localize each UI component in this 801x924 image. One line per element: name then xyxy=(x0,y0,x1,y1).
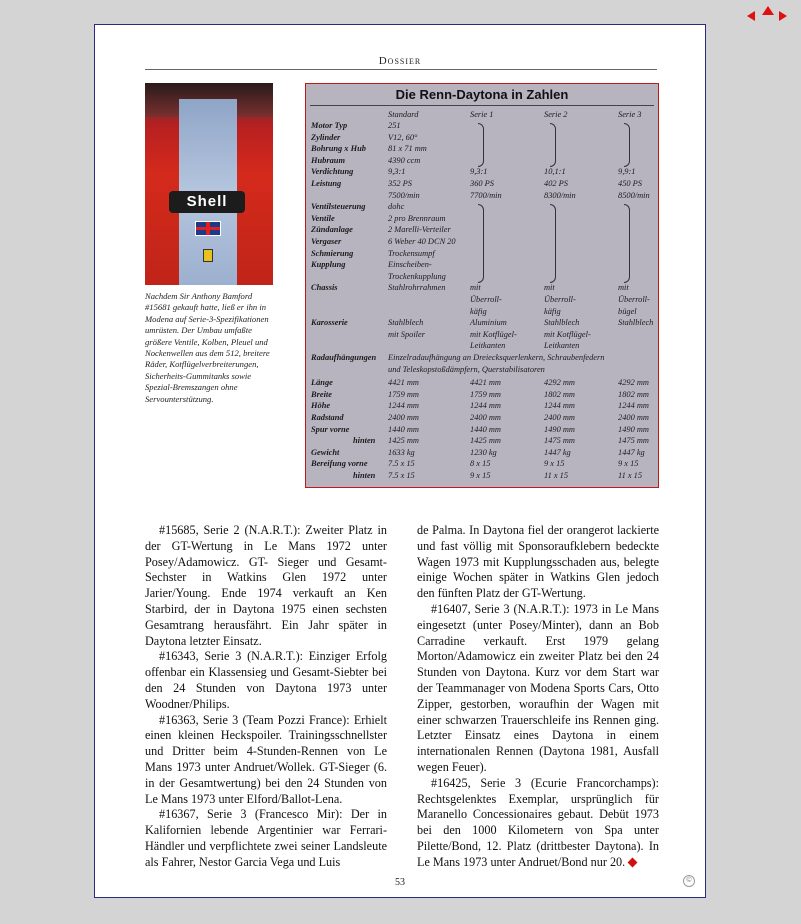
table-cell: 1633 kg xyxy=(388,447,415,457)
table-title: Die Renn-Daytona in Zahlen xyxy=(395,87,569,102)
table-cell: 7500/min xyxy=(388,190,420,200)
table-cell: 9 x 15 xyxy=(618,459,639,469)
body-paragraph: de Palma. In Daytona fiel der orangerot lackierte und fast völlig mit Sponsoraufklebern bedeckte Wagen 1973 mit Kupplungsschaden aus, belegte einige Wochen später in Watkins Glen jedoch den fünften Platz der GT-Wertung. xyxy=(417,523,659,601)
table-cell: Trockensumpf xyxy=(388,248,435,258)
table-cell: 402 PS xyxy=(544,179,568,188)
table-cell: 251 xyxy=(388,121,401,130)
table-row-label: Hubraum xyxy=(311,155,345,165)
table-cell: 1802 mm xyxy=(618,389,649,399)
table-cell: 8500/min xyxy=(618,190,650,200)
table-row-label: Bohrung x Hub xyxy=(311,144,366,154)
table-row-label: hinten xyxy=(353,471,376,480)
table-row-label: Radaufhängungen xyxy=(311,353,377,362)
table-cell: Stahlrohrrahmen xyxy=(388,283,446,293)
up-arrow-icon[interactable] xyxy=(762,6,774,15)
table-cell: 1447 kg xyxy=(618,447,645,457)
table-cell: und Teleskopstoßdämpfern, Querstabilisatoren xyxy=(388,364,545,374)
table-cell: 4390 ccm xyxy=(388,155,421,165)
table-cell: dohc xyxy=(388,202,405,212)
body-paragraph: #16407, Serie 3 (N.A.R.T.): 1973 in Le Mans eingesetzt (unter Posey/Minter), dann an Bob Carradine verkauft. Erst 1979 gelang Morton/Adamowicz ein zweiter Platz bei den 24 Stunden von Daytona. Kurz vor dem Start war der Teammanager von Modena Sports Cars, Otto Zipper, gestorben, woraufhin der Wagen mit einer schwarzen Trauerschleife ins Rennen ging. Letzter Einsatz eines Daytona in einem internationalen Rennen (Daytona 1981, Ausfall wegen Feuer). xyxy=(417,601,659,774)
table-cell: 1490 mm xyxy=(618,424,649,434)
document-page xyxy=(94,24,706,898)
table-cell: 9,3:1 xyxy=(388,167,406,177)
sponsor-badge: Shell xyxy=(169,191,245,213)
table-cell: 2400 mm xyxy=(388,413,419,422)
table-cell: 1447 kg xyxy=(544,447,571,457)
table-cell: 450 PS xyxy=(618,179,642,188)
table-row-label: Kupplung xyxy=(311,260,346,270)
table-cell: 4421 mm xyxy=(470,378,501,388)
body-paragraph: #16367, Serie 3 (Francesco Mir): Der in Kalifornien lebende Argentinier war Ferrari-Händler und verpflichtete zwei seiner Landsleute als Fahrer, Nestor Garcia Vega und Luis xyxy=(145,807,387,869)
table-cell: 7.5 x 15 xyxy=(388,471,415,480)
table-row-label: Radstand xyxy=(311,413,344,422)
table-cell: 11 x 15 xyxy=(544,471,569,480)
table-cell: 8 x 15 xyxy=(470,459,491,469)
table-row-label: Zylinder xyxy=(311,132,341,142)
table-cell: 1244 mm xyxy=(388,401,419,411)
table-cell: mit Spoiler xyxy=(388,329,425,339)
table-row-label: Länge xyxy=(311,378,333,388)
table-cell: Stahlblech xyxy=(388,318,424,328)
table-cell: 1230 kg xyxy=(470,447,497,457)
table-title-divider xyxy=(310,105,654,106)
table-cell: 1802 mm xyxy=(544,389,575,399)
same-as-standard-brace xyxy=(550,204,556,283)
table-cell: Trockenkupplung xyxy=(388,271,446,281)
table-cell: 352 PS xyxy=(388,179,412,188)
table-cell: 4292 mm xyxy=(544,378,575,388)
table-cell: käfig xyxy=(470,306,487,316)
table-row-label: Chassis xyxy=(311,283,338,293)
table-cell: 7.5 x 15 xyxy=(388,459,415,469)
table-cell: 1440 mm xyxy=(470,424,501,434)
table-cell: 10,1:1 xyxy=(544,167,566,177)
table-cell: 1425 mm xyxy=(470,436,501,446)
table-cell: bügel xyxy=(618,306,637,316)
table-cell: 1425 mm xyxy=(388,436,419,446)
table-cell: 1490 mm xyxy=(544,424,575,434)
table-row-label: Motor Typ xyxy=(311,121,348,130)
table-cell: 7700/min xyxy=(470,190,502,200)
copyright-icon: © xyxy=(683,875,695,887)
table-cell: 9 x 15 xyxy=(470,471,491,480)
table-row-label: Höhe xyxy=(311,401,331,411)
table-cell: mit Kotflügel- xyxy=(470,329,517,339)
table-cell: 1244 mm xyxy=(544,401,575,411)
table-row-label: Karosserie xyxy=(311,318,348,328)
same-as-standard-brace xyxy=(478,204,484,283)
header-divider xyxy=(145,69,657,70)
table-cell: Überroll- xyxy=(470,295,502,304)
body-paragraph: #16363, Serie 3 (Team Pozzi France): Erhielt einen kleinen Heckspoiler. Trainingsschnellster und Dritter beim 4-Stunden-Rennen von Le Mans 1973 unter Andruet/Wollek. GT-Sieger (6. in der Gesamtwertung) bei den 24 Stunden von Le Mans 1973 unter Elford/Ballot-Lena. xyxy=(145,712,387,806)
table-cell: 81 x 71 mm xyxy=(388,144,427,154)
union-jack-icon xyxy=(195,221,221,236)
table-row-label: Zündanlage xyxy=(311,225,353,235)
spec-table xyxy=(305,83,659,488)
table-cell: 1440 mm xyxy=(388,424,419,434)
table-column-header: Standard xyxy=(388,110,419,119)
table-cell: Stahlblech xyxy=(544,318,580,328)
page-navigation xyxy=(747,6,791,26)
table-cell: 2400 mm xyxy=(618,413,649,422)
table-column-header: Serie 3 xyxy=(618,110,642,119)
body-paragraph: #16343, Serie 3 (N.A.R.T.): Einziger Erfolg offenbar ein Klassensieg und Gesamt-Siebter bei den 24 Stunden von Daytona 1973 unter Woodner/Philips. xyxy=(145,649,387,711)
table-cell: mit xyxy=(470,283,481,293)
table-cell: Stahlblech xyxy=(618,318,654,328)
previous-page-arrow-icon[interactable] xyxy=(747,11,755,21)
table-row-label: Vergaser xyxy=(311,237,342,246)
article-end-mark-icon xyxy=(628,857,638,867)
table-row-label: Bereifung vorne xyxy=(311,459,368,469)
section-header: Dossier xyxy=(378,55,422,67)
table-cell: mit xyxy=(618,283,629,293)
next-page-arrow-icon[interactable] xyxy=(779,11,787,21)
table-row-label: hinten xyxy=(353,436,376,446)
table-cell: 1759 mm xyxy=(388,389,419,399)
table-row-label: Leistung xyxy=(311,179,342,188)
ferrari-badge-icon xyxy=(203,249,213,262)
same-as-standard-brace xyxy=(624,123,630,167)
table-cell: 2 Marelli-Verteiler xyxy=(388,225,451,235)
table-row-label: Gewicht xyxy=(311,447,340,457)
body-paragraph: #16425, Serie 3 (Ecurie Francorchamps): Rechtsgelenktes Exemplar, ursprünglich für Maranello Concessionaires gebaut. Debüt 1973 bei den 1000 Kilometern von Spa unter Pilette/Bond, 12. Platz (drittbester Daytona). In Le Mans 1973 unter Andruet/Bond nur 20. xyxy=(417,775,659,869)
body-paragraph: #15685, Serie 2 (N.A.R.T.): Zweiter Platz in der GT-Wertung in Le Mans 1972 unter Posey/Adamowicz. GT- Sieger und Gesamt-Sechster in Watkins Glen 1972 unter Jarier/Young. Ende 1974 verkauft an Ken Starbird, der in Daytona 1975 einen sechsten Gesamtrang herausfährt. Ein Jahr später in Daytona letzter Einsatz. xyxy=(145,523,387,648)
table-cell: mit xyxy=(544,283,555,293)
table-row-label: Ventilsteuerung xyxy=(311,202,366,212)
body-column-left xyxy=(145,523,387,871)
body-column-right xyxy=(417,523,659,871)
table-cell: 1244 mm xyxy=(470,401,501,411)
table-column-header: Serie 2 xyxy=(544,110,568,119)
table-cell: 11 x 15 xyxy=(618,471,643,480)
table-cell: Überroll- xyxy=(544,295,576,304)
table-row-label: Spur vorne xyxy=(311,424,350,434)
table-cell: 1475 mm xyxy=(544,436,575,446)
same-as-standard-brace xyxy=(624,204,630,283)
table-cell: 2400 mm xyxy=(470,413,501,422)
table-cell: Leitkanten xyxy=(470,341,506,351)
table-cell: 4421 mm xyxy=(388,378,419,388)
table-row-label: Breite xyxy=(311,389,332,399)
table-cell: 2 pro Brennraum xyxy=(388,213,446,223)
table-column-header: Serie 1 xyxy=(470,110,494,119)
table-cell: 6 Weber 40 DCN 20 xyxy=(388,237,456,246)
table-cell: mit Kotflügel- xyxy=(544,329,591,339)
table-cell: käfig xyxy=(544,306,561,316)
table-cell: Überroll- xyxy=(618,295,650,304)
same-as-standard-brace xyxy=(478,123,484,167)
table-cell: 9,3:1 xyxy=(470,167,488,177)
car-photo xyxy=(145,83,273,285)
table-cell: Einzelradaufhängung an Dreiecksquerlenkern, Schraubenfedern xyxy=(388,353,605,362)
table-row-label: Verdichtung xyxy=(311,167,354,177)
table-cell: Einscheiben- xyxy=(388,260,432,270)
page-number: 53 xyxy=(395,877,405,888)
table-cell: 8300/min xyxy=(544,190,576,200)
table-cell: 1759 mm xyxy=(470,389,501,399)
same-as-standard-brace xyxy=(550,123,556,167)
table-row-label: Ventile xyxy=(311,213,335,223)
table-cell: 360 PS xyxy=(470,179,494,188)
table-cell: Leitkanten xyxy=(544,341,580,351)
table-cell: 2400 mm xyxy=(544,413,575,422)
table-cell: 1244 mm xyxy=(618,401,649,411)
table-cell: V12, 60° xyxy=(388,132,418,142)
table-cell: 1475 mm xyxy=(618,436,649,446)
table-cell: 9,9:1 xyxy=(618,167,636,177)
table-cell: 4292 mm xyxy=(618,378,649,388)
table-cell: 9 x 15 xyxy=(544,459,565,469)
table-row-label: Schmierung xyxy=(311,248,354,258)
photo-caption: Nachdem Sir Anthony Bamford #15681 gekauft hatte, ließ er ihn in Modena auf Serie-3-Spezifikationen umrüsten. Der Umbau umfaßte größere Ventile, Kolben, Pleuel und Nockenwellen aus dem 512, breitere Räder, Kotflügelverbreiterungen, Sicherheits-Gummitanks sowie Spezial-Bremszangen ohne Servounterstützung. xyxy=(145,291,270,404)
table-cell: Aluminium xyxy=(470,318,507,328)
